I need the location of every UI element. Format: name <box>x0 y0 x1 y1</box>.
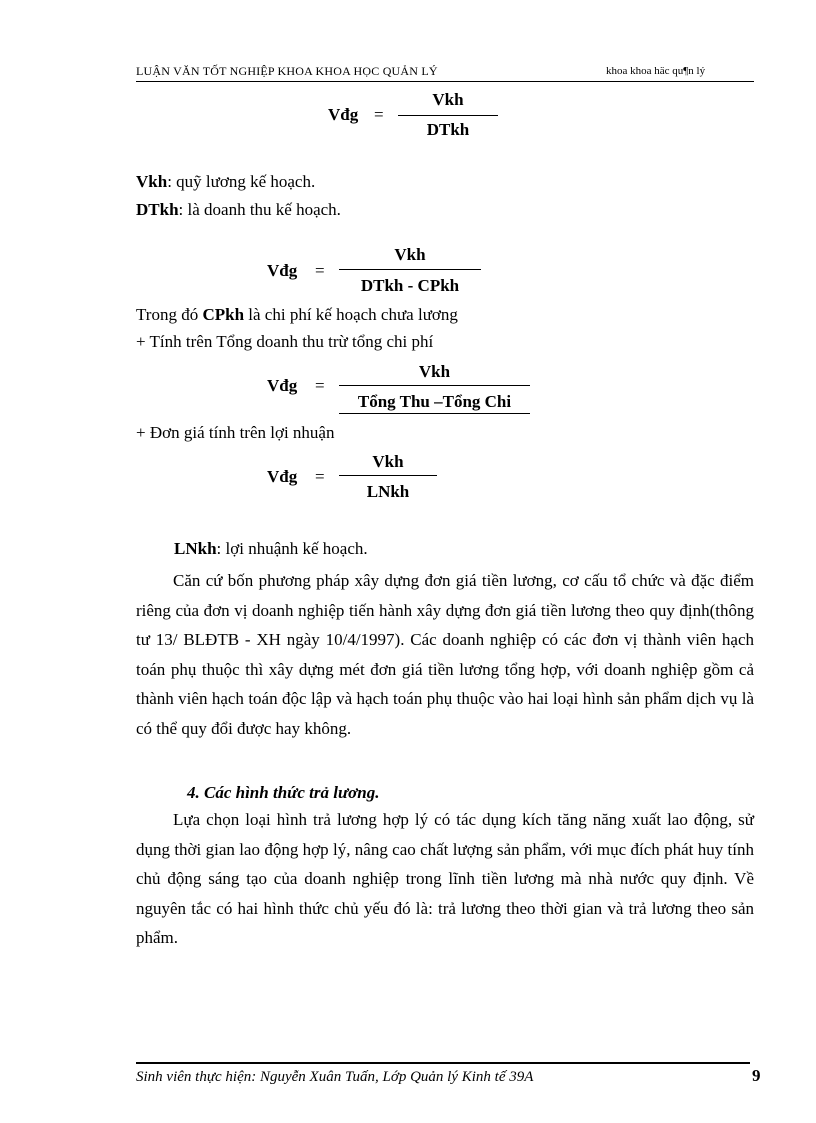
footer-rule <box>136 1062 750 1064</box>
definition-term: DTkh <box>136 200 179 219</box>
formula-numerator: Vkh <box>372 452 404 471</box>
formula-denominator: LNkh <box>366 482 410 501</box>
fraction-bar <box>398 115 498 116</box>
text: Trong đó <box>136 305 203 324</box>
definition-lnkh <box>174 539 368 559</box>
formula-denominator: Tổng Thu –Tổng Chi <box>357 392 512 411</box>
section-heading: 4. Các hình thức trả lương. <box>187 783 380 802</box>
fraction-bar <box>339 269 481 270</box>
formula-lhs: Vđg <box>267 376 298 395</box>
formula-lhs: Vđg <box>267 261 298 280</box>
formula-denominator: DTkh - CPkh <box>360 276 460 295</box>
method-total-revenue: + Tính trên Tổng doanh thu trừ tổng chi phí <box>136 332 434 351</box>
definition-text: : lợi nhuậnh kế hoạch. <box>216 539 368 558</box>
formula-equals: = <box>374 105 384 124</box>
formula-numerator: Vkh <box>432 90 464 109</box>
fraction-bar <box>339 475 437 476</box>
definition-vkh <box>136 172 315 192</box>
method-profit: + Đơn giá tính trên lợi nhuận <box>136 423 335 442</box>
denominator-underline <box>339 413 530 414</box>
footer-author: Sinh viên thực hiện: Nguyễn Xuân Tuấn, Lớp Quản lý Kinh tế 39A <box>136 1069 534 1085</box>
formula-equals: = <box>315 376 325 395</box>
formula-lhs: Vđg <box>328 105 359 124</box>
text: là chi phí kế hoạch chưa lương <box>244 305 458 324</box>
paragraph-payment-forms: Lựa chọn loại hình trả lương hợp lý có tác dụng kích tăng năng xuất lao động, sử dụng thời gian lao động hợp lý, nâng cao chất lượng sản phẩm, với mục đích phát huy tính chủ động sáng tạo của doanh nghiệp trong lĩnh tiền lương mà nhà nước quy định. Về nguyên tắc có hai hình thức chủ yếu đó là: trả lương theo thời gian và trả lương theo sản phẩm. <box>136 810 754 947</box>
page-number: 9 <box>752 1066 761 1085</box>
definition-term: CPkh <box>202 305 245 324</box>
definition-dtkh <box>136 200 341 220</box>
definition-text: : quỹ lương kế hoạch. <box>167 172 316 191</box>
formula-denominator: DTkh <box>426 120 470 139</box>
formula-equals: = <box>315 467 325 486</box>
cpkh-definition <box>136 305 458 325</box>
running-header-right: khoa khoa häc qu¶n lý <box>606 65 706 77</box>
definition-text: : là doanh thu kế hoạch. <box>178 200 341 219</box>
formula-numerator: Vkh <box>418 362 451 381</box>
fraction-bar <box>339 385 530 386</box>
paragraph-basis: Căn cứ bốn phương pháp xây dựng đơn giá tiền lương, cơ cấu tổ chức và đặc điểm riêng của đơn vị doanh nghiệp tiến hành xây dựng đơn giá tiền lương theo quy định(thông tư 13/ BLĐTB - XH ngày 10/4/1997). Các doanh nghiệp có các đơn vị thành viên hạch toán phụ thuộc thì xây dựng mét đơn giá tiền lương tổng hợp, với doanh nghiệp gồm cả thành viên hạch toán độc lập và hạch toán phụ thuộc vào hai loại hình sản phẩm dịch vụ là có thể quy đổi được hay không. <box>136 571 754 738</box>
formula-numerator: Vkh <box>394 245 426 264</box>
header-rule <box>136 81 754 82</box>
running-header-left: LUẬN VĂN TỐT NGHIỆP KHOA KHOA HỌC QUẢN LÝ <box>136 64 438 78</box>
definition-term: LNkh <box>174 539 217 558</box>
definition-term: Vkh <box>136 172 168 191</box>
formula-lhs: Vđg <box>267 467 298 486</box>
formula-equals: = <box>315 261 325 280</box>
